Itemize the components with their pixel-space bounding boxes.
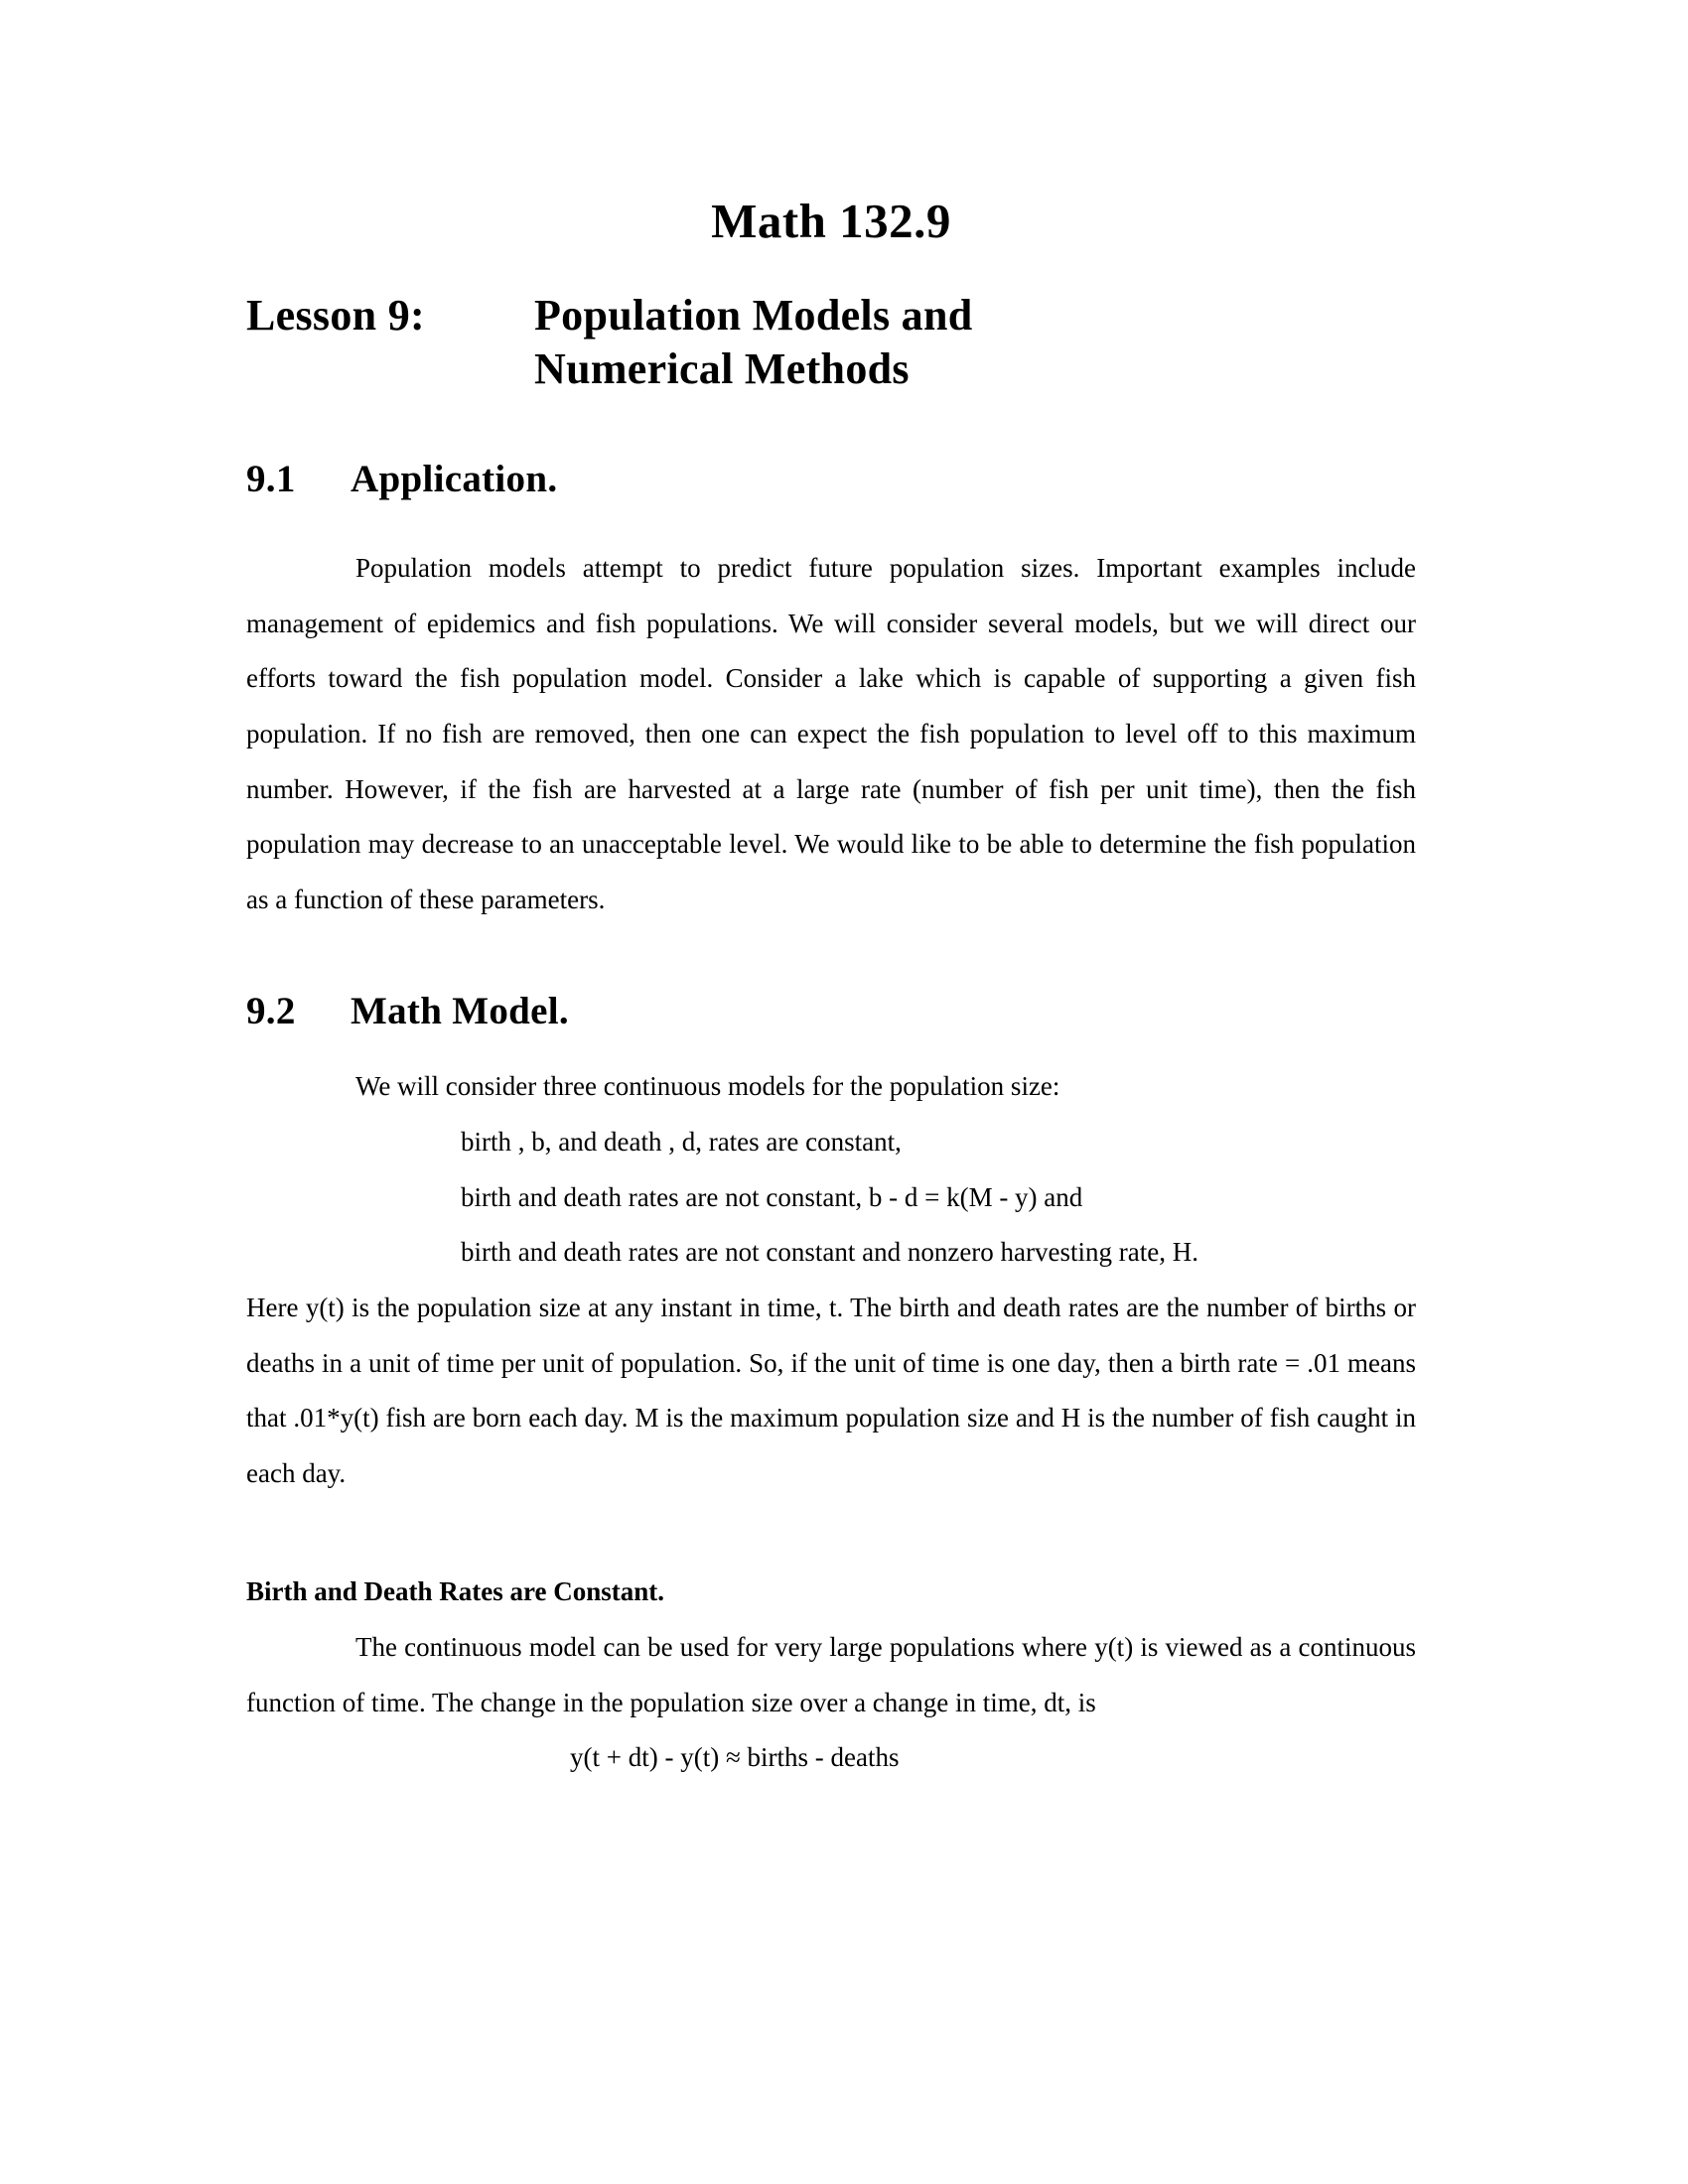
population-change-equation: y(t + dt) - y(t) ≈ births - deaths [570, 1742, 900, 1773]
lesson-heading [246, 289, 1416, 395]
section-heading-application [246, 457, 1416, 501]
page-content-column [246, 0, 1416, 1786]
list-item: birth and death rates are not constant and nonzero harvesting rate, H. [461, 1237, 1198, 1268]
page-title: Math 132.9 [711, 194, 951, 248]
section-number-9-1: 9.1 [246, 458, 296, 501]
section-title-application: Application. [351, 458, 558, 501]
math-model-lead-in: We will consider three continuous models for the population size: [355, 1071, 1060, 1102]
application-paragraph-text: Population models attempt to predict future population sizes. Important examples include management of epidemics and fish populations. We will consider several models, but we will direct our efforts toward the fish population model. Consider a lake which is capable of supporting a given fish population. If no fish are removed, then one can expect the fish population to level off to this maximum number. However, if the fish are harvested at a large rate (number of fish per unit time), then the fish population may decrease to an unacceptable level. We would like to be able to determine the fish population as a function of these parameters. [246, 553, 1416, 914]
model-assumption-list [246, 1115, 1416, 1281]
application-paragraph [246, 541, 1416, 927]
continuous-model-paragraph-text: The continuous model can be used for very large populations where y(t) is viewed as a continuous function of time. The change in the population size over a change in time, dt, is [246, 1631, 1416, 1717]
lesson-title-line-2: Numerical Methods [534, 343, 910, 393]
list-item: birth and death rates are not constant, b - d = k(M - y) and [461, 1181, 1083, 1212]
list-item: birth , b, and death , d, rates are constant, [461, 1127, 902, 1158]
section-number-9-2: 9.2 [246, 990, 296, 1033]
section-heading-math-model [246, 989, 1416, 1033]
lesson-title [534, 289, 1416, 395]
spacer [246, 1033, 1416, 1059]
lesson-number-label: Lesson 9: [246, 290, 425, 340]
lesson-title-line-1: Population Models and [534, 290, 973, 340]
continuous-model-paragraph [246, 1620, 1416, 1730]
subsection-heading-birth-death-constant: Birth and Death Rates are Constant. [246, 1576, 665, 1607]
definitions-paragraph: Here y(t) is the population size at any instant in time, t. The birth and death rates are the number of births or deaths in a unit of time per unit of population. So, if the unit of time is one day, then a birth rate = .01 means that .01*y(t) fish are born each day. M is the maximum population size and H is the number of fish caught in each day. [246, 1292, 1416, 1488]
section-title-math-model: Math Model. [351, 990, 569, 1033]
